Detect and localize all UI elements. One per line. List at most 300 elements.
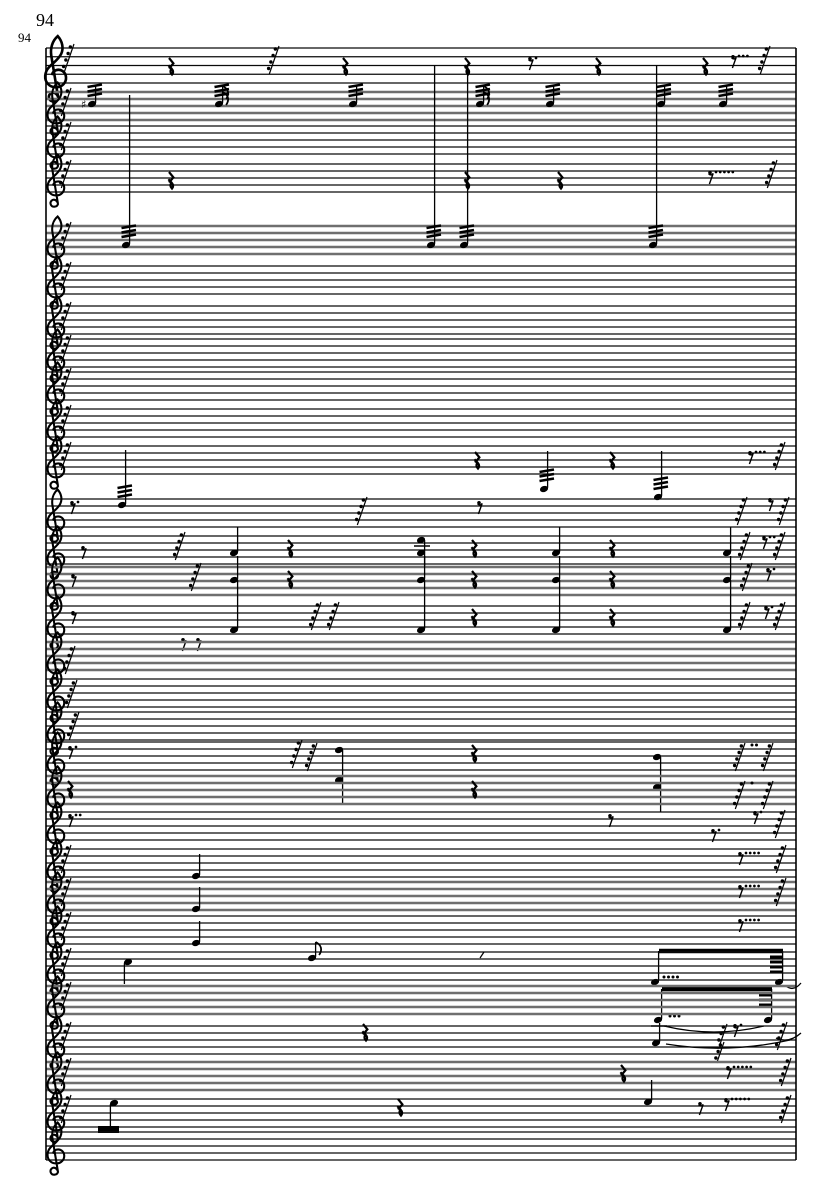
augmentation-dot [723,171,726,174]
rest-hook [745,603,748,606]
rest-hook [69,726,72,729]
tremolo-beam [88,85,103,88]
rest-hook [773,553,776,556]
tremolo-beam [118,486,133,489]
rest-hook [738,623,741,626]
rest-hook [765,751,768,754]
augmentation-dot [757,852,760,855]
augmentation-dot [749,919,752,922]
augmentation-dot [733,1066,736,1069]
rest-hook [768,744,771,747]
rest-hook [778,853,781,856]
augmentation-dot [719,171,722,174]
rest-hook [747,564,750,567]
augmentation-dot [753,852,756,855]
augmentation-dot [771,606,774,609]
rest-hook [714,1056,717,1059]
rest-hook [779,1079,782,1082]
eighth-rest [732,57,737,68]
quarter-rest [168,58,173,75]
rest-hook [745,533,748,536]
rest-hook [777,450,780,453]
rest-hook [69,688,72,691]
augmentation-dot [75,814,78,817]
rest-hook [61,236,64,239]
rest-hook [63,230,66,233]
tremolo-beam [349,94,364,97]
rest-hook [733,764,736,767]
rest-hook [59,866,62,869]
rest-hook [781,1109,784,1112]
rest-hook [311,616,314,619]
tremolo-beam [719,85,734,88]
rest-hook [71,720,74,723]
rest-hook [66,89,69,92]
rest-hook [59,969,62,972]
tremolo-beam [654,482,669,485]
rest-hook [781,879,784,882]
rest-hook [779,1030,782,1033]
multi-hook-rest [735,743,745,771]
rest-hook [760,60,763,63]
rest-hook [65,660,68,663]
rest-hook [742,610,745,613]
rest-hook [784,498,787,501]
rest-hook [61,136,64,139]
augmentation-dot [747,1098,750,1101]
rest-hook [61,174,64,177]
rest-hook [775,824,778,827]
rest-hook [331,610,334,613]
rest-hook [62,65,65,68]
augmentation-dot [663,976,666,979]
augmentation-dot [751,744,754,747]
rest-hook [777,818,780,821]
rest-hook [69,45,72,48]
rest-hook [59,283,62,286]
tremolo-beam [118,495,133,498]
rest-hook [774,899,777,902]
tremolo-beam [476,85,491,88]
augmentation-dot [742,55,745,58]
rest-hook [763,757,766,760]
rest-hook [66,913,69,916]
augmentation-dot [77,501,80,504]
augmentation-dot [718,829,721,832]
multi-hook-rest [775,810,785,838]
tremolo-beam [122,235,137,238]
rest-hook [61,1036,64,1039]
rest-hook [776,859,779,862]
rest-hook [63,130,66,133]
rest-hook [66,223,69,226]
rest-hook [61,996,64,999]
rest-hook [189,584,192,587]
augmentation-dot [676,976,679,979]
rest-hook [737,511,740,514]
rest-hook [786,1096,789,1099]
multi-hook-rest [357,497,367,525]
augmentation-dot [751,782,754,785]
augmentation-dot [743,1098,746,1101]
rest-hook [59,389,62,392]
rest-hook [66,1023,69,1026]
augmentation-dot [739,1098,742,1101]
rest-hook [66,1096,69,1099]
rest-hook [742,498,745,501]
augmentation-dot [749,852,752,855]
augmentation-dot [741,1066,744,1069]
rest-hook [193,571,196,574]
rest-hook [773,463,776,466]
tie [664,1026,764,1032]
rest-hook [63,1030,66,1033]
multi-hook-rest [737,497,747,525]
augmentation-dot [745,919,748,922]
rest-hook [313,610,316,613]
rest-hook [59,1043,62,1046]
rest-hook [61,316,64,319]
rest-hook [357,511,360,514]
tremolo-beam [654,478,669,481]
rest-hook [737,751,740,754]
quarter-rest [464,58,469,75]
rest-hook [765,47,768,50]
rest-hook [63,270,66,273]
rest-hook [61,456,64,459]
rest-hook [772,161,775,164]
quarter-rest [609,609,614,626]
rest-hook [59,1003,62,1006]
rest-hook [774,866,777,869]
measure-number-small: 94 [18,30,31,45]
rest-hook [61,102,64,105]
tremolo-beam [546,94,561,97]
augmentation-dot [667,976,670,979]
augmentation-dot [757,885,760,888]
tremolo-beam [460,235,475,238]
augmentation-dot [727,171,730,174]
rest-hook [740,584,743,587]
rest-hook [59,356,62,359]
multi-hook-rest [292,740,302,768]
rest-hook [740,546,743,549]
tremolo-beam [427,235,442,238]
rest-hook [359,505,362,508]
rest-hook [297,741,300,744]
rest-hook [290,761,293,764]
rest-hook [173,553,176,556]
rest-hook [180,533,183,536]
rest-hook [63,1066,66,1069]
rest-hook [773,831,776,834]
rest-hook [63,168,66,171]
rest-hook [61,962,64,965]
rest-hook [780,443,783,446]
rest-hook [67,694,70,697]
rest-hook [59,1116,62,1119]
augmentation-dot [731,171,734,174]
eighth-rest [727,1068,732,1079]
eighth-rest [709,173,714,184]
rest-hook [66,336,69,339]
augmentation-dot [715,171,718,174]
tremolo-beam [649,235,664,238]
augmentation-dot [75,746,78,749]
rest-hook [59,1079,62,1082]
augmentation-dot [749,885,752,888]
rest-hook [66,879,69,882]
rest-hook [61,1072,64,1075]
eighth-rest [69,816,74,827]
augmentation-dot [760,811,763,814]
augmentation-dot [755,451,758,454]
quarter-rest [342,58,347,75]
rest-hook [59,463,62,466]
rest-hook [66,161,69,164]
rest-hook [61,276,64,279]
tremolo-beam [540,479,555,482]
rest-hook [781,846,784,849]
rest-hook [740,616,743,619]
rest-hook [783,1066,786,1069]
augmentation-dot [757,919,760,922]
rest-hook [773,623,776,626]
rest-hook [294,748,297,751]
multi-hook-rest [67,680,77,708]
rest-hook [334,603,337,606]
rest-hook [177,540,180,543]
rest-hook [783,1103,786,1106]
rest-hook [67,654,70,657]
multi-hook-rest [307,743,317,771]
rest-hook [59,323,62,326]
rest-hook [66,369,69,372]
rest-hook [59,109,62,112]
augmentation-dot [731,1098,734,1101]
multi-hook-rest [760,46,770,74]
augmentation-dot [737,1066,740,1069]
rest-hook [738,553,741,556]
rest-hook [775,546,778,549]
rest-hook [316,603,319,606]
rest-hook [61,419,64,422]
tremolo-beam [657,94,672,97]
rest-hook [66,846,69,849]
rest-hook [61,892,64,895]
eighth-rest [69,748,74,759]
eighth-rest [529,59,534,70]
rest-hook [67,733,70,736]
quarter-rest [620,1065,625,1082]
augmentation-dot [763,451,766,454]
augmentation-dot [746,55,749,58]
rest-hook [740,744,743,747]
rest-hook [61,349,64,352]
rest-hook [61,382,64,385]
rest-hook [777,518,780,521]
rest-hook [777,610,780,613]
rest-hook [196,564,199,567]
rest-hook [63,376,66,379]
quarter-rest [595,58,600,75]
tremolo-beam [719,94,734,97]
rest-hook [64,58,67,61]
rest-hook [744,571,747,574]
rest-hook [777,1036,780,1039]
rest-hook [775,616,778,619]
rest-hook [309,623,312,626]
augmentation-dot [738,55,741,58]
rest-hook [63,413,66,416]
tremolo-beam [654,487,669,490]
rest-hook [63,1103,66,1106]
rest-hook [63,956,66,959]
rest-hook [59,933,62,936]
rest-hook [737,789,740,792]
rest-hook [61,926,64,929]
augmentation-dot [735,1098,738,1101]
rest-hook [742,577,745,580]
rest-hook [66,983,69,986]
augmentation-dot [740,1024,743,1027]
rest-hook [775,456,778,459]
quarter-rest [168,172,173,189]
rest-hook [59,143,62,146]
tremolo-beam [657,85,672,88]
rest-hook [66,949,69,952]
tick-mark [480,952,484,958]
augmentation-dot [745,885,748,888]
rest-hook [59,426,62,429]
augmentation-dot [749,1066,752,1069]
augmentation-dot [753,885,756,888]
quarter-rest [471,609,476,626]
treble-clef-icon [48,217,65,269]
rest-hook [779,511,782,514]
rest-hook [786,1059,789,1062]
rest-hook [777,540,780,543]
rest-hook [274,47,277,50]
rest-hook [780,811,783,814]
rest-hook [70,647,73,650]
rest-hook [66,303,69,306]
rest-hook [733,802,736,805]
augmentation-dot [755,744,758,747]
rest-hook [762,54,765,57]
tremolo-beam [215,85,230,88]
rest-hook [735,757,738,760]
rest-hook [716,1050,719,1053]
rest-hook [292,754,295,757]
rest-hook [59,899,62,902]
rest-hook [309,751,312,754]
rest-hook [769,168,772,171]
rest-hook [775,1043,778,1046]
rest-hook [719,1043,722,1046]
eighth-rest [71,503,76,514]
rest-hook [735,518,738,521]
tremolo-beam [540,470,555,473]
rest-hook [63,343,66,346]
rest-hook [191,577,194,580]
rest-hook [739,505,742,508]
multi-hook-rest [779,497,789,525]
rest-hook [758,67,761,70]
rest-hook [763,795,766,798]
rest-hook [778,886,781,889]
rest-hook [742,540,745,543]
eighth-rest [749,453,754,464]
rest-hook [66,443,69,446]
rest-hook [305,764,308,767]
rest-hook [61,1109,64,1112]
eighth-rest [767,570,772,581]
rest-hook [59,181,62,184]
rest-hook [63,853,66,856]
rest-hook [767,174,770,177]
multi-hook-rest [269,46,279,74]
rest-hook [765,789,768,792]
quarter-rest [464,172,469,189]
eighth-rest [478,503,483,514]
rest-hook [74,713,77,716]
rest-hook [66,406,69,409]
rest-hook [765,181,768,184]
eighth-rest [72,613,77,624]
rest-hook [59,243,62,246]
augmentation-dot [773,568,776,571]
rest-hook [761,764,764,767]
rest-hook [768,782,771,785]
eighth-rest [765,608,770,619]
rest-hook [63,990,66,993]
rest-hook [761,802,764,805]
rest-hook [63,96,66,99]
rest-hook [776,892,779,895]
rest-hook [780,533,783,536]
rest-hook [781,505,784,508]
augmentation-dot [535,57,538,60]
tremolo-beam [88,94,103,97]
multi-hook-rest [763,743,773,771]
quarter-rest [471,745,476,762]
rest-hook [63,310,66,313]
quarter-rest [702,58,707,75]
rest-hook [61,859,64,862]
rest-hook [66,263,69,266]
rest-hook [269,60,272,63]
rest-hook [779,1116,782,1119]
rest-hook [66,1059,69,1062]
rest-hook [782,1023,785,1026]
measure-number-large: 94 [36,10,54,30]
rest-hook [327,623,330,626]
tremolo-beam [118,490,133,493]
augmentation-dot [753,919,756,922]
eighth-rest [763,538,768,549]
rest-hook [781,1072,784,1075]
augmentation-dot [769,536,772,539]
rest-hook [740,782,743,785]
augmentation-dot [745,852,748,855]
tremolo-beam [546,85,561,88]
eighth-rest [734,1026,739,1037]
rest-hook [175,546,178,549]
sharp-sign: ♯ [81,98,87,111]
rest-hook [66,52,69,55]
rest-hook [66,123,69,126]
